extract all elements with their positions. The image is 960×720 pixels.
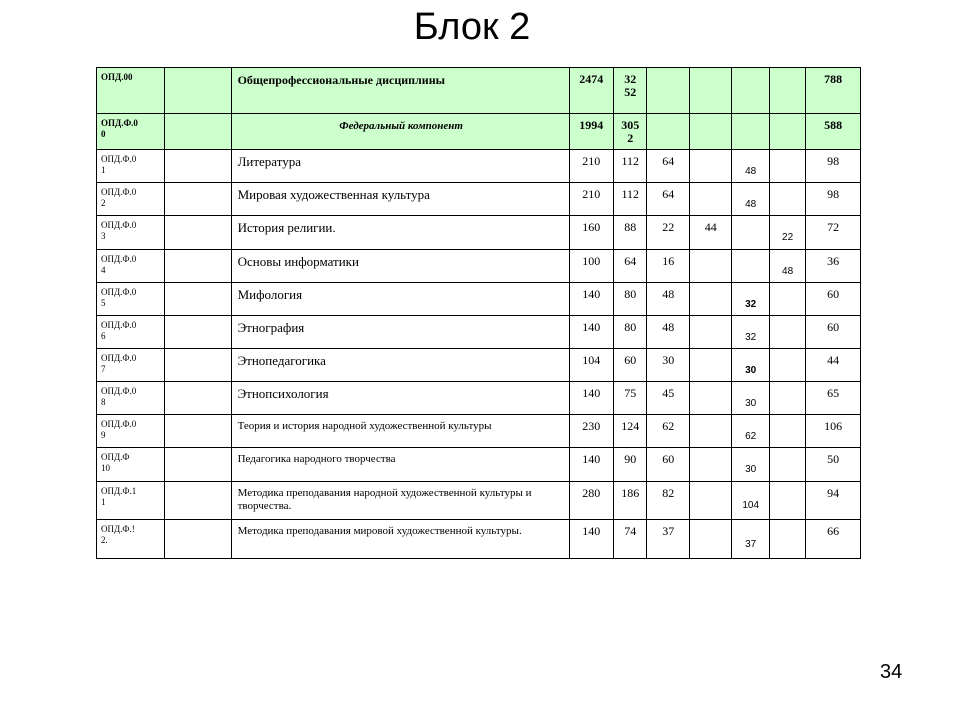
auditory-hours: 186 [614, 482, 647, 520]
auditory-hours: 305 2 [614, 114, 647, 150]
total-hours: 230 [569, 415, 614, 448]
auditory-hours: 60 [614, 349, 647, 382]
self-study-hours: 44 [806, 349, 861, 382]
semester-hours-a: 30 [732, 448, 769, 482]
blank-cell [164, 250, 231, 283]
table-row [97, 114, 861, 150]
semester-hours-a: 32 [732, 283, 769, 316]
practice-hours [689, 150, 732, 183]
semester-hours-b [769, 349, 805, 382]
lecture-hours: 60 [647, 448, 690, 482]
auditory-hours: 80 [614, 283, 647, 316]
discipline-name: Педагогика народного творчества [231, 448, 569, 482]
auditory-hours: 75 [614, 382, 647, 415]
semester-hours-b [769, 183, 805, 216]
code-cell: ОПД.Ф.0 6 [97, 316, 165, 349]
total-hours: 140 [569, 448, 614, 482]
auditory-hours: 124 [614, 415, 647, 448]
table-row [97, 316, 861, 349]
semester-hours-a [732, 114, 769, 150]
table-row [97, 150, 861, 183]
auditory-hours: 74 [614, 520, 647, 559]
discipline-name: Этнопсихология [231, 382, 569, 415]
practice-hours [689, 114, 732, 150]
self-study-hours: 60 [806, 316, 861, 349]
auditory-hours: 112 [614, 183, 647, 216]
blank-cell [164, 520, 231, 559]
practice-hours [689, 520, 732, 559]
discipline-name: История религии. [231, 216, 569, 250]
blank-cell [164, 114, 231, 150]
lecture-hours: 16 [647, 250, 690, 283]
lecture-hours: 64 [647, 183, 690, 216]
code-cell: ОПД.Ф 10 [97, 448, 165, 482]
self-study-hours: 50 [806, 448, 861, 482]
practice-hours: 44 [689, 216, 732, 250]
table-row [97, 283, 861, 316]
code-cell: ОПД.Ф.0 3 [97, 216, 165, 250]
code-cell: ОПД.Ф.0 9 [97, 415, 165, 448]
code-cell: ОПД.Ф.! 2. [97, 520, 165, 559]
semester-hours-a: 48 [732, 150, 769, 183]
practice-hours [689, 283, 732, 316]
page-number: 34 [880, 661, 903, 683]
discipline-name: Мифология [231, 283, 569, 316]
table-row [97, 68, 861, 114]
code-cell: ОПД.Ф.1 1 [97, 482, 165, 520]
blank-cell [164, 283, 231, 316]
discipline-name: Этнопедагогика [231, 349, 569, 382]
total-hours: 280 [569, 482, 614, 520]
semester-hours-a: 32 [732, 316, 769, 349]
self-study-hours: 94 [806, 482, 861, 520]
semester-hours-b [769, 283, 805, 316]
practice-hours [689, 183, 732, 216]
practice-hours [689, 250, 732, 283]
blank-cell [164, 316, 231, 349]
semester-hours-b [769, 150, 805, 183]
auditory-hours: 32 52 [614, 68, 647, 114]
practice-hours [689, 349, 732, 382]
discipline-name: Мировая художественная культура [231, 183, 569, 216]
blank-cell [164, 183, 231, 216]
semester-hours-a: 37 [732, 520, 769, 559]
code-cell: ОПД.Ф.0 5 [97, 283, 165, 316]
table-row [97, 520, 861, 559]
total-hours: 140 [569, 316, 614, 349]
self-study-hours: 72 [806, 216, 861, 250]
self-study-hours: 106 [806, 415, 861, 448]
blank-cell [164, 349, 231, 382]
lecture-hours: 62 [647, 415, 690, 448]
total-hours: 140 [569, 520, 614, 559]
code-cell: ОПД.00 [97, 68, 165, 114]
lecture-hours: 48 [647, 316, 690, 349]
practice-hours [689, 415, 732, 448]
semester-hours-b [769, 114, 805, 150]
practice-hours [689, 482, 732, 520]
lecture-hours: 30 [647, 349, 690, 382]
lecture-hours: 37 [647, 520, 690, 559]
self-study-hours: 66 [806, 520, 861, 559]
blank-cell [164, 216, 231, 250]
total-hours: 140 [569, 382, 614, 415]
blank-cell [164, 448, 231, 482]
code-cell: ОПД.Ф.0 0 [97, 114, 165, 150]
blank-cell [164, 68, 231, 114]
semester-hours-b [769, 382, 805, 415]
discipline-name: Методика преподавания мировой художественной культуры. [231, 520, 569, 559]
semester-hours-a: 48 [732, 183, 769, 216]
blank-cell [164, 150, 231, 183]
semester-hours-a [732, 216, 769, 250]
semester-hours-b [769, 415, 805, 448]
self-study-hours: 588 [806, 114, 861, 150]
code-cell: ОПД.Ф.0 4 [97, 250, 165, 283]
code-cell: ОПД.Ф.0 1 [97, 150, 165, 183]
discipline-name: Общепрофессиональные дисциплины [231, 68, 569, 114]
table-row [97, 250, 861, 283]
curriculum-table [96, 67, 861, 559]
table-row [97, 349, 861, 382]
table-row [97, 482, 861, 520]
self-study-hours: 788 [806, 68, 861, 114]
total-hours: 2474 [569, 68, 614, 114]
semester-hours-a: 30 [732, 382, 769, 415]
discipline-name: Теория и история народной художественной культуры [231, 415, 569, 448]
lecture-hours [647, 114, 690, 150]
semester-hours-a: 104 [732, 482, 769, 520]
total-hours: 210 [569, 183, 614, 216]
semester-hours-b [769, 482, 805, 520]
page-title: Блок 2 [413, 6, 531, 48]
total-hours: 104 [569, 349, 614, 382]
lecture-hours [647, 68, 690, 114]
semester-hours-a [732, 68, 769, 114]
lecture-hours: 48 [647, 283, 690, 316]
discipline-name: Этнография [231, 316, 569, 349]
semester-hours-b [769, 520, 805, 559]
discipline-name: Основы информатики [231, 250, 569, 283]
practice-hours [689, 382, 732, 415]
table-row [97, 448, 861, 482]
code-cell: ОПД.Ф.0 2 [97, 183, 165, 216]
self-study-hours: 98 [806, 183, 861, 216]
semester-hours-a: 62 [732, 415, 769, 448]
lecture-hours: 45 [647, 382, 690, 415]
table-row [97, 415, 861, 448]
semester-hours-b [769, 448, 805, 482]
self-study-hours: 98 [806, 150, 861, 183]
auditory-hours: 80 [614, 316, 647, 349]
semester-hours-b: 48 [769, 250, 805, 283]
blank-cell [164, 482, 231, 520]
self-study-hours: 36 [806, 250, 861, 283]
semester-hours-a [732, 250, 769, 283]
discipline-name: Методика преподавания народной художественной культуры и творчества. [231, 482, 569, 520]
discipline-name: Федеральный компонент [231, 114, 569, 150]
blank-cell [164, 415, 231, 448]
blank-cell [164, 382, 231, 415]
table-row [97, 216, 861, 250]
lecture-hours: 64 [647, 150, 690, 183]
total-hours: 1994 [569, 114, 614, 150]
auditory-hours: 64 [614, 250, 647, 283]
auditory-hours: 90 [614, 448, 647, 482]
semester-hours-b [769, 68, 805, 114]
code-cell: ОПД.Ф.0 7 [97, 349, 165, 382]
total-hours: 160 [569, 216, 614, 250]
total-hours: 100 [569, 250, 614, 283]
code-cell: ОПД.Ф.0 8 [97, 382, 165, 415]
auditory-hours: 112 [614, 150, 647, 183]
table-row [97, 183, 861, 216]
semester-hours-b [769, 316, 805, 349]
discipline-name: Литература [231, 150, 569, 183]
table-row [97, 382, 861, 415]
semester-hours-b: 22 [769, 216, 805, 250]
practice-hours [689, 68, 732, 114]
auditory-hours: 88 [614, 216, 647, 250]
total-hours: 140 [569, 283, 614, 316]
self-study-hours: 60 [806, 283, 861, 316]
semester-hours-a: 30 [732, 349, 769, 382]
lecture-hours: 82 [647, 482, 690, 520]
lecture-hours: 22 [647, 216, 690, 250]
practice-hours [689, 316, 732, 349]
practice-hours [689, 448, 732, 482]
total-hours: 210 [569, 150, 614, 183]
self-study-hours: 65 [806, 382, 861, 415]
